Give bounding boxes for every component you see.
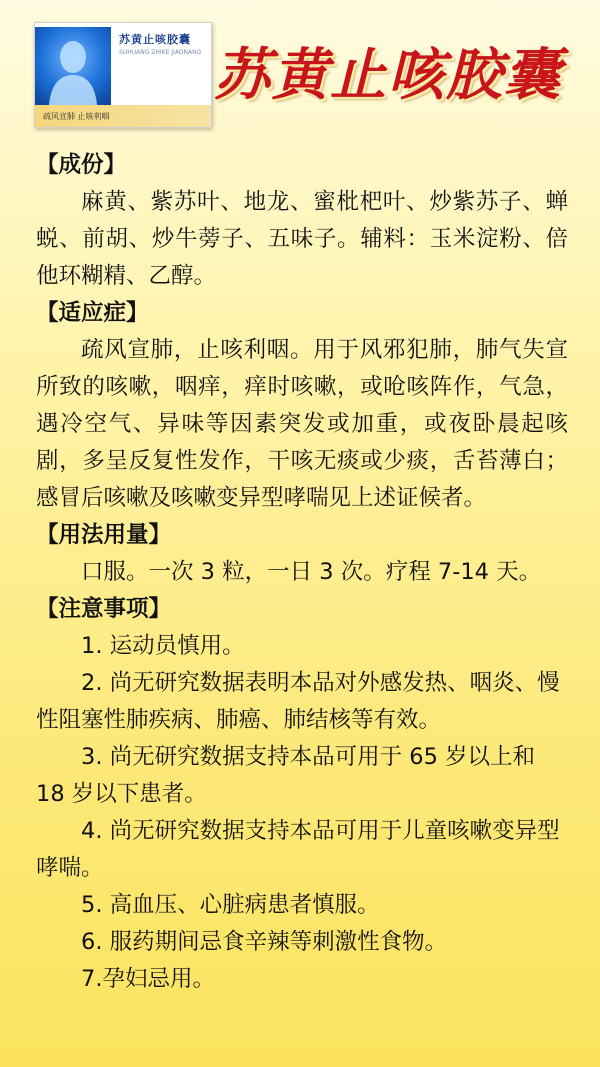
precaution-item: 6. 服药期间忌食辛辣等刺激性食物。	[81, 929, 448, 955]
section-precautions	[36, 591, 568, 998]
precaution-item: 1. 运动员慎用。	[81, 633, 245, 659]
section-paragraph: 疏风宣肺，止咳利咽。用于风邪犯肺，肺气失宣所致的咳嗽，咽痒，痒时咳嗽，或呛咳阵作，气急，遇冷空气、异味等因素突发或加重，或夜卧晨起咳剧，多呈反复性发作，干咳无痰或少痰，舌苔薄白；感冒后咳嗽及咳嗽变异型哮喘见上述证候者。	[36, 337, 568, 511]
header	[0, 0, 600, 140]
precaution-item: 7.孕妇忌用。	[81, 966, 215, 992]
instructions-body	[36, 147, 568, 998]
section-dosage	[36, 517, 568, 591]
precaution-item: 3. 尚无研究数据支持本品可用于 65 岁以上和 18 岁以下患者。	[36, 744, 536, 807]
section-heading: 【用法用量】	[36, 522, 172, 548]
precaution-item: 4. 尚无研究数据支持本品可用于儿童咳嗽变异型哮喘。	[36, 818, 560, 881]
section-heading: 【适应症】	[36, 300, 149, 326]
product-package-image	[34, 22, 212, 128]
section-paragraph: 麻黄、紫苏叶、地龙、蜜枇杷叶、炒紫苏子、蝉蜕、前胡、炒牛蒡子、五味子。辅料：玉米淀粉、倍他环糊精、乙醇。	[36, 189, 568, 289]
package-pinyin: SUHUANG ZHIKE JIAONANG	[119, 49, 202, 56]
head-silhouette-icon	[35, 27, 111, 105]
package-name: 苏黄止咳胶囊	[119, 33, 191, 46]
section-heading: 【注意事项】	[36, 596, 172, 622]
precaution-item: 5. 高血压、心脏病患者慎服。	[81, 892, 380, 918]
precaution-item: 2. 尚无研究数据表明本品对外感发热、咽炎、慢性阻塞性肺疾病、肺癌、肺结核等有效。	[36, 670, 560, 733]
section-indications	[36, 295, 568, 517]
section-paragraph: 口服。一次 3 粒，一日 3 次。疗程 7-14 天。	[81, 559, 542, 585]
page-title: 苏黄止咳胶囊	[214, 43, 562, 108]
section-ingredients	[36, 147, 568, 295]
section-heading: 【成份】	[36, 152, 127, 178]
package-tags: 疏风宣肺 止咳利咽	[43, 112, 110, 121]
